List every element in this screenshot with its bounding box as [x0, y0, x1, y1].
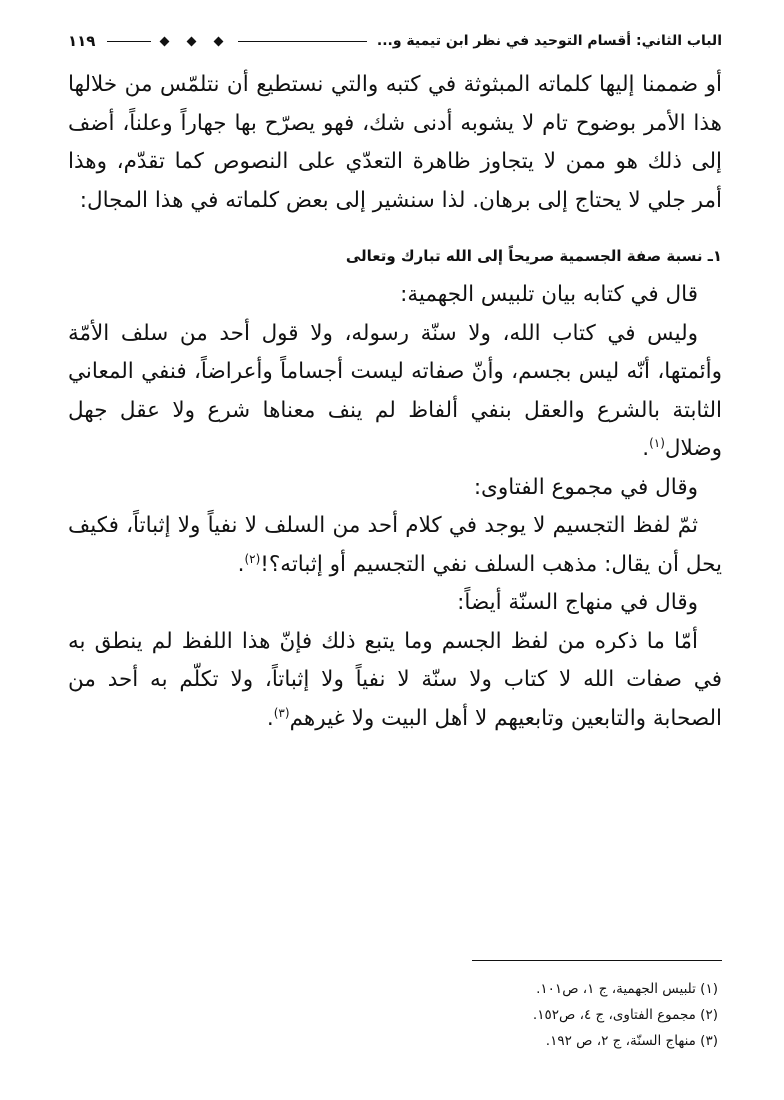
- page-number: ١١٩: [68, 32, 96, 50]
- ornament-line: [107, 41, 151, 42]
- quote-1: [68, 315, 722, 469]
- quote-1-text: وليس في كتاب الله، ولا سنّة رسوله، ولا قول أحد من سلف الأمّة وأئمتها، أنّه ليس بجسم، وأنّ صفاته ليست أجساماً وأعراضاً، فنفي المعاني الثابتة بالشرع والعقل بنفي ألفاظ لم ينف معناها شرع ولا عقل جهل وضلال: [68, 320, 722, 461]
- footnote-separator: [472, 960, 722, 961]
- footnote-ref-1[interactable]: (١): [649, 435, 665, 450]
- quote-intro-3: وقال في منهاج السنّة أيضاً:: [457, 590, 698, 615]
- diamond-ornament-icon: [187, 36, 197, 46]
- body-text: [68, 66, 722, 738]
- header-ornament: [107, 38, 232, 45]
- section-heading: ١ـ نسبة صفة الجسمية صريحاً إلى الله تبارك وتعالى: [345, 247, 722, 265]
- quote-2: [68, 507, 722, 584]
- diamond-ornament-icon: [160, 36, 170, 46]
- footnote-3: (٣) منهاج السنّة، ج ٢، ص ١٩٢.: [545, 1033, 718, 1049]
- chapter-title: الباب الثاني: أقسام التوحيد في نظر ابن تيمية و...: [376, 33, 722, 49]
- quote-2-text: ثمّ لفظ التجسيم لا يوجد في كلام أحد من السلف لا نفياً ولا إثباتاً، فكيف يحل أن يقال: مذهب السلف نفي التجسيم أو إثباته؟!: [68, 513, 722, 577]
- intro-paragraph: أو ضممنا إليها كلماته المبثوثة في كتبه والتي نستطيع أن نتلمّس من خلالها هذا الأمر بوضوح تام لا يشوبه أدنى شك، فهو يصرّح بها جهاراً وعلناً، أضف إلى ذلك هو ممن لا يتجاوز ظاهرة التعدّي على النصوص كما تقدّم، وهذا أمر جلي لا يحتاج إلى برهان. لذا سنشير إلى بعض كلماته في هذا المجال:: [68, 72, 722, 213]
- footnote-ref-2[interactable]: (٢): [244, 551, 261, 566]
- quote-3-end: .: [266, 705, 274, 731]
- footnotes: [68, 976, 718, 1054]
- quote-3-text: أمّا ما ذكره من لفظ الجسم وما يتبع ذلك فإنّ هذا اللفظ لم ينطق به في صفات الله لا كتاب ولا سنّة لا نفياً ولا إثباتاً، ولا تكلّم به أحد من الصحابة والتابعين وتابعيهم لا أهل البيت ولا غيرهم: [68, 628, 722, 731]
- quote-1-end: .: [642, 436, 650, 461]
- diamond-ornament-icon: [214, 36, 224, 46]
- quote-intro-2: وقال في مجموع الفتاوى:: [473, 474, 698, 500]
- quote-2-end: .: [237, 551, 245, 577]
- quote-3: [68, 623, 722, 739]
- footnote-2: (٢) مجموع الفتاوى، ج ٤، ص١٥٢.: [532, 1007, 718, 1023]
- footnote-ref-3[interactable]: (٣): [273, 705, 290, 720]
- quote-intro-1: قال في كتابه بيان تلبيس الجهمية:: [400, 282, 698, 307]
- header-rule: [238, 41, 366, 42]
- running-header: [68, 26, 722, 56]
- footnote-1: (١) تلبيس الجهمية، ج ١، ص١٠١.: [536, 981, 718, 997]
